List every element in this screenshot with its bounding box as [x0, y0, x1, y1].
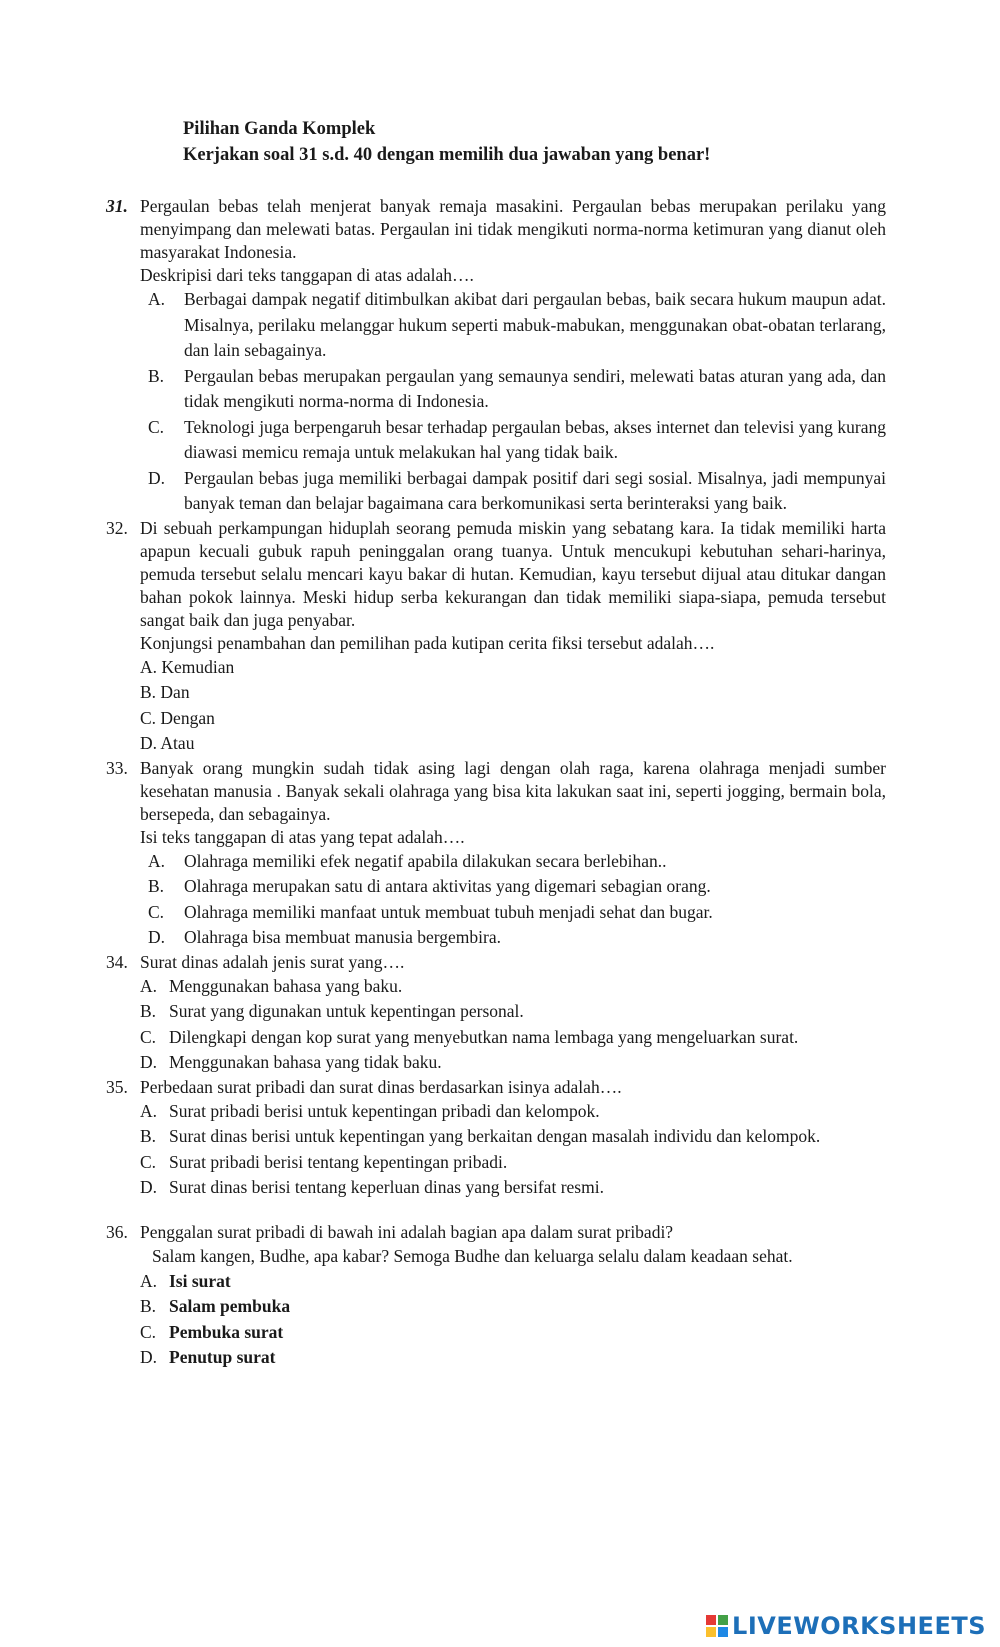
logo-square: [718, 1627, 728, 1637]
option-label: B.: [140, 1296, 157, 1316]
option-a[interactable]: [148, 287, 886, 364]
option-text: Surat dinas berisi untuk kepentingan yang berkaitan dengan masalah individu dan kelompok.: [169, 1126, 821, 1146]
option-label: C.: [148, 416, 165, 437]
option-label: A.: [148, 289, 166, 309]
option-a[interactable]: A. Kemudian: [140, 656, 235, 677]
option-list: [140, 655, 886, 757]
option-b[interactable]: [148, 874, 886, 900]
logo-grid-icon: [706, 1615, 728, 1637]
question-prompt: Isi teks tanggapan di atas yang tepat adalah….: [140, 826, 465, 847]
option-list: [140, 1099, 886, 1201]
option-text: Olahraga memiliki manfaat untuk membuat tubuh menjadi sehat dan bugar.: [184, 901, 713, 922]
question-prompt: Konjungsi penambahan dan pemilihan pada kutipan cerita fiksi tersebut adalah….: [140, 632, 715, 653]
question-number: 33.: [106, 757, 128, 778]
option-text: Menggunakan bahasa yang baku.: [169, 975, 403, 996]
option-a[interactable]: [140, 1269, 886, 1295]
section-instruction: Kerjakan soal 31 s.d. 40 dengan memilih dua jawaban yang benar!: [183, 145, 711, 165]
option-label: D.: [140, 1177, 158, 1197]
option-label: B.: [148, 876, 165, 896]
option-text: Surat pribadi berisi untuk kepentingan pribadi dan kelompok.: [169, 1100, 600, 1121]
question-34: [106, 951, 886, 1076]
option-label: D.: [140, 1347, 158, 1367]
logo-square: [706, 1615, 716, 1625]
logo-wordmark: LIVEWORKSHEETS: [732, 1612, 986, 1640]
question-text: Banyak orang mungkin sudah tidak asing lagi dengan olah raga, karena olahraga menjadi sumber kesehatan manusia . Banyak sekali olahraga yang bisa kita lakukan saat ini, seperti jogging, bermain bola, bersepeda, dan sebagainya.: [140, 757, 886, 824]
option-text: Surat yang digunakan untuk kepentingan personal.: [169, 1001, 524, 1021]
section-header: [183, 116, 710, 168]
option-text: Menggunakan bahasa yang tidak baku.: [169, 1052, 442, 1072]
option-text: Surat dinas berisi tentang keperluan dinas yang bersifat resmi.: [169, 1177, 604, 1197]
letter-excerpt: Salam kangen, Budhe, apa kabar? Semoga Budhe dan keluarga selalu dalam keadaan sehat.: [152, 1245, 793, 1266]
option-list: [140, 1269, 886, 1371]
option-c[interactable]: [140, 1150, 886, 1176]
option-d[interactable]: [140, 1050, 886, 1076]
question-text: Perbedaan surat pribadi dan surat dinas berdasarkan isinya adalah….: [140, 1076, 622, 1097]
option-a[interactable]: [148, 849, 886, 875]
option-text: Pergaulan bebas merupakan pergaulan yang semaunya sendiri, melewati batas aturan yang ada, dan tidak mengikuti norma-norma di Indonesia.: [184, 365, 886, 411]
option-c[interactable]: [148, 415, 886, 466]
question-33: [106, 757, 886, 951]
question-number: 35.: [106, 1076, 128, 1097]
question-text: Penggalan surat pribadi di bawah ini adalah bagian apa dalam surat pribadi?: [140, 1221, 674, 1242]
section-title: Pilihan Ganda Komplek: [183, 119, 376, 139]
option-label: D.: [148, 467, 166, 488]
option-text: Penutup surat: [169, 1347, 276, 1367]
option-list: [140, 974, 886, 1076]
spacer: [106, 1201, 886, 1221]
question-text: Pergaulan bebas telah menjerat banyak remaja masakini. Pergaulan bebas merupakan perilaku yang menyimpang dan melewati batas. Pergaulan ini tidak mengikuti norma-norma ketimuran yang dianut oleh masyarakat Indonesia.: [140, 196, 886, 262]
option-b[interactable]: [140, 999, 886, 1025]
option-label: C.: [140, 1151, 157, 1172]
question-number: 32.: [106, 517, 128, 538]
option-d[interactable]: [148, 925, 886, 951]
option-text: Pembuka surat: [169, 1321, 284, 1342]
question-text: Surat dinas adalah jenis surat yang….: [140, 951, 405, 972]
option-text: Olahraga merupakan satu di antara aktivitas yang digemari sebagian orang.: [184, 876, 711, 896]
option-label: A.: [140, 1100, 158, 1121]
option-label: A.: [140, 1270, 158, 1291]
question-prompt: Deskripisi dari teks tanggapan di atas adalah….: [140, 265, 474, 285]
option-text: Olahraga bisa membuat manusia bergembira.: [184, 927, 501, 947]
logo-square: [706, 1627, 716, 1637]
logo-square: [718, 1615, 728, 1625]
option-a[interactable]: [140, 974, 886, 1000]
option-d[interactable]: D. Atau: [140, 733, 195, 753]
question-31: [106, 195, 886, 517]
option-text: Olahraga memiliki efek negatif apabila dilakukan secara berlebihan..: [184, 850, 667, 871]
option-b[interactable]: [140, 1294, 886, 1320]
option-label: D.: [148, 927, 166, 947]
question-number: 34.: [106, 951, 128, 972]
option-c[interactable]: [140, 1025, 886, 1051]
option-text: Dilengkapi dengan kop surat yang menyebutkan nama lembaga yang mengeluarkan surat.: [169, 1026, 799, 1047]
option-label: C.: [140, 1026, 157, 1047]
question-list: [106, 195, 886, 1371]
option-text: Pergaulan bebas juga memiliki berbagai dampak positif dari segi sosial. Misalnya, jadi mempunyai banyak teman dan belajar bagaimana cara berkomunikasi serta berinteraksi yang baik.: [184, 467, 886, 513]
option-a[interactable]: [140, 1099, 886, 1125]
option-label: C.: [148, 901, 165, 922]
question-35: [106, 1076, 886, 1201]
question-text: Di sebuah perkampungan hiduplah seorang pemuda miskin yang sebatang kara. Ia tidak memiliki harta apapun kecuali gubuk rapuh peninggalan orang tuanya. Untuk mencukupi kebutuhan sehari-harinya, pemuda tersebut selalu mencari kayu bakar di hutan. Kemudian, kayu tersebut dijual atau ditukar dangan bahan pokok lainnya. Meski hidup serba kekurangan dan tidak memiliki siapa-siapa, pemuda tersebut sangat baik dan juga penyabar.: [140, 517, 886, 630]
option-label: B.: [140, 1001, 157, 1021]
option-label: B.: [148, 365, 165, 386]
option-label: A.: [148, 850, 166, 871]
option-b[interactable]: [140, 1124, 886, 1150]
option-text: Isi surat: [169, 1270, 231, 1291]
option-d[interactable]: [140, 1345, 886, 1371]
option-text: Surat pribadi berisi tentang kepentingan pribadi.: [169, 1151, 508, 1172]
option-label: A.: [140, 975, 158, 996]
option-c[interactable]: C. Dengan: [140, 707, 215, 728]
option-label: B.: [140, 1126, 157, 1146]
option-text: Salam pembuka: [169, 1296, 291, 1316]
option-b[interactable]: B. Dan: [140, 682, 190, 702]
option-b[interactable]: [148, 364, 886, 415]
option-c[interactable]: [148, 900, 886, 926]
option-list: [140, 849, 886, 951]
option-text: Berbagai dampak negatif ditimbulkan akibat dari pergaulan bebas, baik secara hukum maupun adat. Misalnya, perilaku melanggar hukum seperti mabuk-mabukan, menggunakan obat-obatan terlarang, dan lain sebagainya.: [184, 289, 886, 360]
question-number: 36.: [106, 1221, 128, 1242]
question-36: [106, 1221, 886, 1371]
option-label: C.: [140, 1321, 157, 1342]
option-d[interactable]: [148, 466, 886, 517]
question-number: 31.: [106, 196, 128, 216]
question-32: [106, 517, 886, 757]
option-d[interactable]: [140, 1175, 886, 1201]
option-text: Teknologi juga berpengaruh besar terhadap pergaulan bebas, akses internet dan televisi yang kurang diawasi memicu remaja untuk melakukan hal yang tidak baik.: [184, 416, 886, 462]
option-list: [140, 287, 886, 517]
option-c[interactable]: [140, 1320, 886, 1346]
option-label: D.: [140, 1052, 158, 1072]
liveworksheets-logo[interactable]: [706, 1612, 986, 1640]
